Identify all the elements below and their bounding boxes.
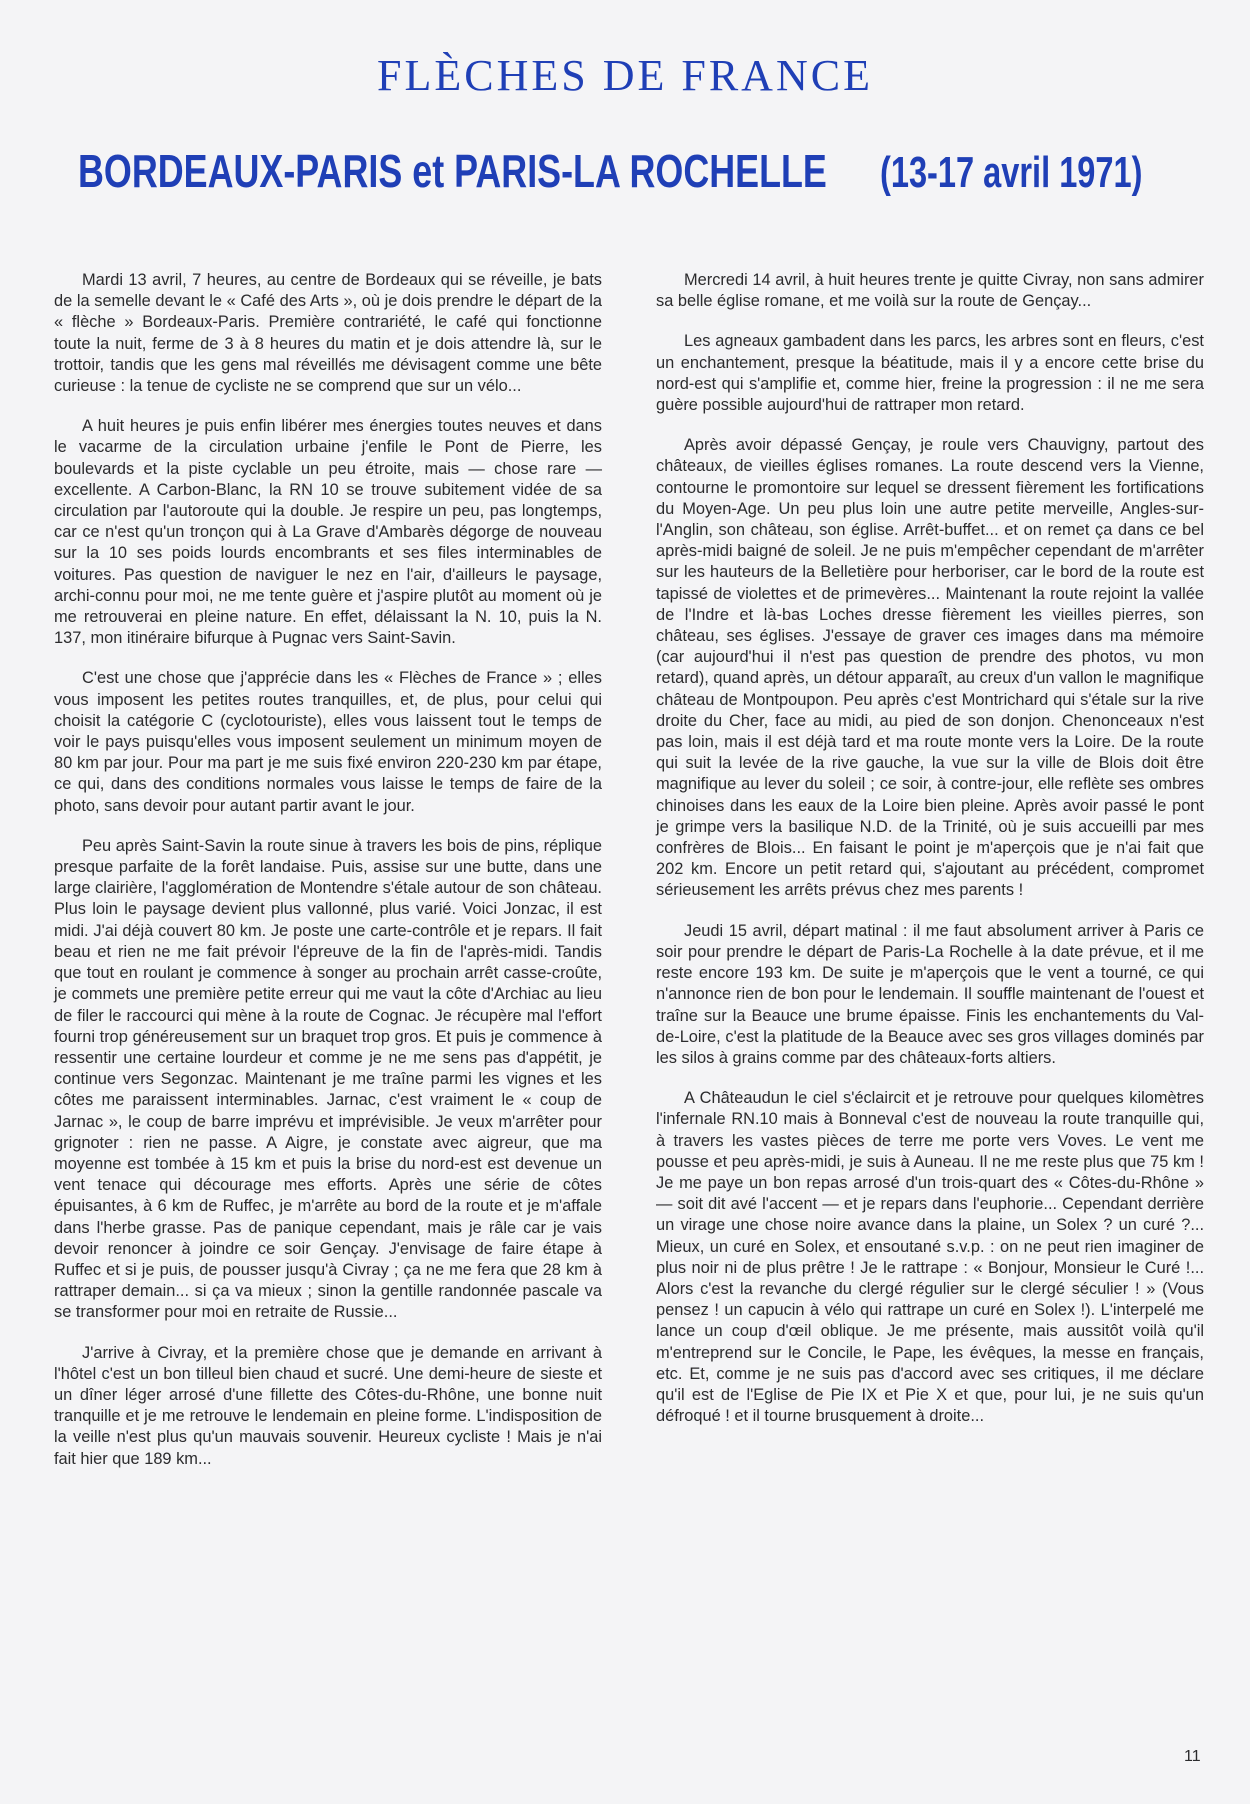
paragraph: Après avoir dépassé Gençay, je roule vers Chauvigny, partout des châteaux, de vieilles églises romanes. La route descend vers la Vienne, contourne le promontoire sur lequel se dressent fièrement les fortifications du Moyen-Age. Un peu plus loin une autre petite merveille, Angles-sur-l'Anglin, son château, son église. Arrêt-buffet... et on remet ça dans ce bel après-midi baigné de soleil. Je ne puis m'empêcher cependant de m'arrêter sur les hauteurs de la Belletière pour herboriser, car le bord de la route est tapissé de violettes et de primevères... Maintenant la route rejoint la vallée de l'Indre et là-bas Loches dresse fièrement les vieilles pierres, son château, ses églises. J'essaye de graver ces images dans ma mémoire (car aujourd'hui il n'est pas question de prendre des photos, vu mon retard), quand après, un détour apparaît, au creux d'un vallon le magnifique château de Montpoupon. Peu après c'est Montrichard qui s'étale sur la rive droite du Cher, face au midi, au pied de son donjon. Chenonceaux n'est pas loin, mais il est déjà tard et ma route monte vers la Loire. De la route qui suit la levée de la rive gauche, la vue sur la ville de Blois doit être magnifique au lever du soleil ; ce soir, à contre-jour, elle reflète ses ombres chinoises dans les eaux de la Loire bien pleine. Après avoir passé le pont je grimpe vers la basilique N.D. de la Trinité, où je suis accueilli par mes confrères de Blois... En faisant le point je m'aperçois que je n'ai fait que 202 km. Encore un petit retard qui, s'ajoutant au précédent, compromet sérieusement les arrêts prévus chez mes parents !: [656, 436, 1205, 900]
page-number: 11: [1184, 1748, 1201, 1765]
paragraph: A Châteaudun le ciel s'éclaircit et je retrouve pour quelques kilomètres l'infernale RN.10 mais à Bonneval c'est de nouveau la route tranquille qui, à travers les vastes pièces de terre me porte vers Voves. Le vent me pousse et peu après-midi, je suis à Auneau. Il ne me reste plus que 75 km ! Je me paye un bon repas arrosé d'un trois-quart des « Côtes-du-Rhône » — soit dit avé l'accent — et je repars dans l'euphorie... Cependant derrière un virage une chose noire avance dans la plaine, un Solex ? un curé ?... Mieux, un curé en Solex, et ensoutané s.v.p. : on ne peut rien imaginer de plus noir ni de plus prêtre ! Je le rattrape : « Bonjour, Monsieur le Curé !... Alors c'est la revanche du clergé régulier sur le clergé séculier ! » (Vous pensez ! un capucin à vélo qui rattrape un curé en Solex !). L'interpelé me lance un coup d'œil oblique. Je me présente, mais aussitôt voilà qu'il m'entreprend sur le Concile, le Pape, les évêques, la messe en français, etc. Et, comme je ne suis pas d'accord avec ses critiques, il me déclare qu'il est de l'Eglise de Pie IX et Pie X et que, pour lui, je ne suis qu'un défroqué ! et il tourne brusquement à droite...: [656, 1089, 1204, 1426]
paragraph: Mercredi 14 avril, à huit heures trente je quitte Civray, non sans admirer sa belle église romane, et me voilà sur la route de Gençay...: [656, 271, 1204, 311]
paragraph: Jeudi 15 avril, départ matinal : il me faut absolument arriver à Paris ce soir pour prendre le départ de Paris-La Rochelle à la date prévue, et il me reste encore 193 km. De suite je m'aperçois que le vent a tourné, ce qui n'annonce rien de bon pour le lendemain. Il souffle maintenant de l'ouest et traîne sur la Beauce une brume épaisse. Finis les enchantements du Val-de-Loire, c'est la platitude de la Beauce avec ses gros villages dominés par les silos à grains comme par des châteaux-forts altiers.: [656, 921, 1204, 1067]
right-column: [656, 270, 1204, 1446]
paragraph: Peu après Saint-Savin la route sinue à travers les bois de pins, réplique presque parfaite de la forêt landaise. Puis, assise sur une butte, dans une large clairière, l'agglomération de Montendre s'étale autour de son château. Plus loin le paysage devient plus vallonné, plus varié. Voici Jonzac, il est midi. J'ai déjà couvert 80 km. Je poste une carte-contrôle et je repars. Il fait beau et rien ne me fait prévoir l'épreuve de la fin de l'après-midi. Tandis que tout en roulant je commence à songer au prochain arrêt casse-croûte, je commets une première petite erreur qui me vaut la côte d'Archiac au lieu de filer le raccourci qui mène à la route de Cognac. Je récupère mal l'effort fourni trop généreusement sur un braquet trop gros. Et puis je commence à ressentir une certaine lourdeur et comme je ne me sens pas d'appétit, je continue vers Segonzac. Maintenant je me traîne parmi les vignes et les côtes me paraissent interminables. Jarnac, c'est vraiment le « coup de Jarnac », le coup de barre imprévu et imprévisible. Je veux m'arrêter pour grignoter : rien ne passe. A Aigre, je constate avec aigreur, que ma moyenne est tombée à 15 km et puis la brise du nord-est est devenue un vent tenace qui décourage mes efforts. Après une série de côtes épuisantes, à 6 km de Ruffec, je m'arrête au bord de la route et je m'affale dans l'herbe grasse. Pas de panique cependant, mais je râle car je vais devoir renoncer à joindre ce soir Gençay. J'envisage de faire étape à Ruffec et si je puis, de pousser jusqu'à Civray ; ça ne me fera que 28 km à rattraper demain... si ça va mieux ; sinon la gentille randonnée pascale va se transformer pour moi en retraite de Russie...: [54, 836, 602, 1322]
event-dates: (13-17 avril 1971): [880, 148, 1143, 197]
paragraph: Les agneaux gambadent dans les parcs, les arbres sont en fleurs, c'est un enchantement, presque la béatitude, mais il y a encore cette brise du nord-est qui s'amplifie et, comme hier, freine la progression : il ne me sera guère possible aujourd'hui de rattraper mon retard.: [656, 332, 1204, 415]
paragraph: Mardi 13 avril, 7 heures, au centre de Bordeaux qui se réveille, je bats de la semelle devant le « Café des Arts », où je dois prendre le départ de la « flèche » Bordeaux-Paris. Première contrariété, le café qui fonctionne toute la nuit, ferme de 3 à 8 heures du matin et je dois attendre là, sur le trottoir, tandis que les gens mal réveillés me dévisagent comme une bête curieuse : la tenue de cycliste ne se comprend que sur un vélo...: [54, 271, 602, 396]
left-column: [54, 270, 602, 1489]
page-title: FLÈCHES DE FRANCE: [377, 51, 873, 100]
paragraph: A huit heures je puis enfin libérer mes énergies toutes neuves et dans le vacarme de la circulation urbaine j'enfile le Pont de Pierre, les boulevards et la piste cyclable un peu étroite, mais — chose rare — excellente. A Carbon-Blanc, la RN 10 se trouve subitement vidée de sa circulation par l'autoroute qui la double. Je respire un peu, pas longtemps, car ce n'est qu'un tronçon qui à La Grave d'Ambarès dégorge de nouveau sur la 10 ses poids lourds encombrants et ses files interminables de voitures. Pas question de naviguer le nez en l'air, d'ailleurs le paysage, archi-connu pour moi, ne me tente guère et j'aspire plutôt au moment où je me retrouverai en pleine nature. En effet, délaissant la N. 10, puis la N. 137, mon itinéraire bifurque à Pugnac vers Saint-Savin.: [54, 417, 602, 648]
page-subtitle: [78, 138, 1178, 213]
paragraph: J'arrive à Civray, et la première chose que je demande en arrivant à l'hôtel c'est un bon tilleul bien chaud et sucré. Une demi-heure de sieste et un dîner léger arrosé d'une fillette des Côtes-du-Rhône, une bonne nuit tranquille et je me retrouve le lendemain en pleine forme. L'indisposition de la veille n'est plus qu'un mauvais souvenir. Heureux cycliste ! Mais je n'ai fait hier que 189 km...: [54, 1343, 602, 1468]
route-names: BORDEAUX-PARIS et PARIS-LA ROCHELLE: [78, 145, 827, 197]
paragraph: C'est une chose que j'apprécie dans les « Flèches de France » ; elles vous imposent les petites routes tranquilles, et, de plus, pour celui qui choisit la catégorie C (cyclotouriste), elles vous laissent tout le temps de voir le pays puisqu'elles vous imposent seulement un minimum moyen de 80 km par jour. Pour ma part je me suis fixé environ 220-230 km par étape, ce qui, dans des conditions normales vous laisse le temps de faire de la photo, sans devoir pour autant partir avant le jour.: [54, 669, 602, 815]
